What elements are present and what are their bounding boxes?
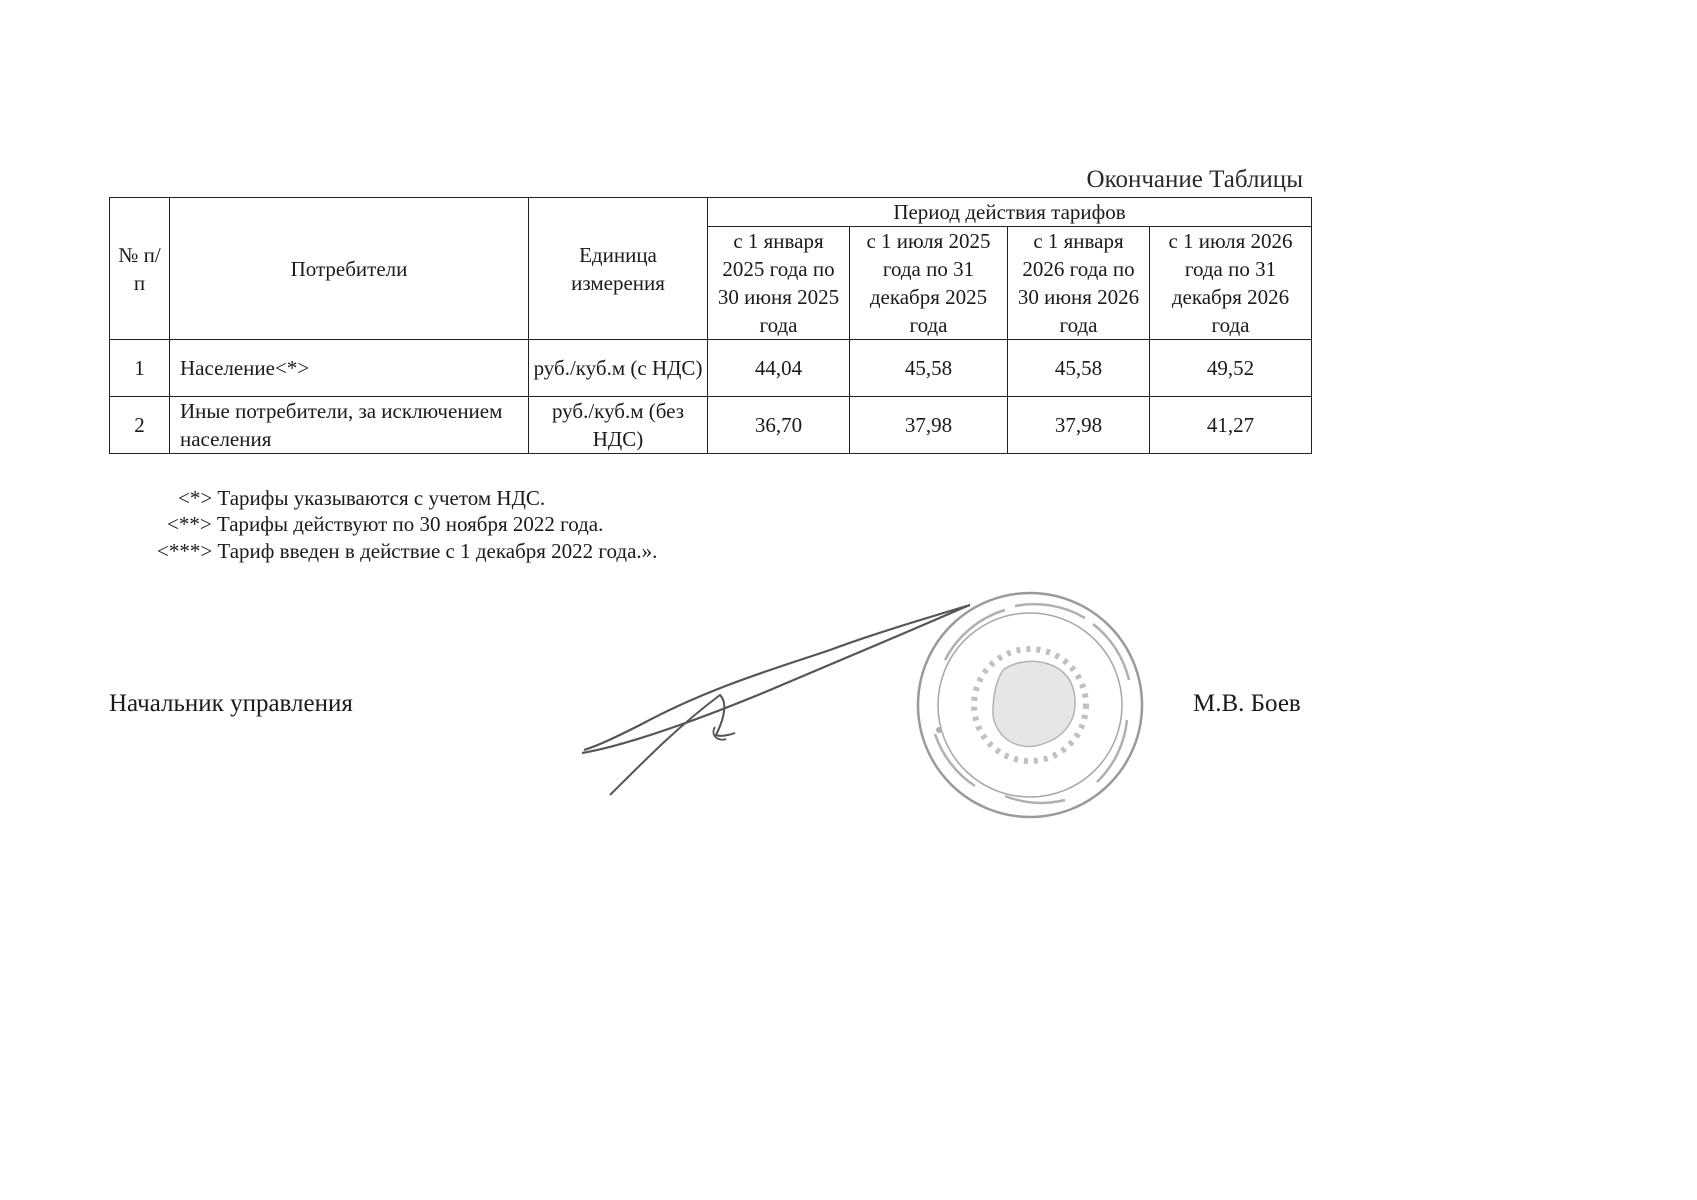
- row-num: 1: [110, 340, 170, 397]
- row-unit: руб./куб.м (с НДС): [529, 340, 708, 397]
- official-stamp: [915, 590, 1145, 820]
- tariff-table: [109, 197, 1312, 454]
- header-consumers: Потребители: [170, 198, 529, 340]
- header-period: с 1 января 2026 года по 30 июня 2026 года: [1008, 227, 1150, 340]
- row-value: 37,98: [850, 397, 1008, 454]
- header-period-group: Период действия тарифов: [708, 198, 1312, 227]
- header-period: с 1 июля 2025 года по 31 декабря 2025 года: [850, 227, 1008, 340]
- row-value: 49,52: [1150, 340, 1312, 397]
- header-period: с 1 января 2025 года по 30 июня 2025 года: [708, 227, 850, 340]
- row-unit: руб./куб.м (без НДС): [529, 397, 708, 454]
- row-consumer: Иные потребители, за исключением населения: [170, 397, 529, 454]
- row-num: 2: [110, 397, 170, 454]
- footnote: <***> Тариф введен в действие с 1 декабря 2022 года.».: [157, 539, 658, 563]
- header-unit: Единица измерения: [529, 198, 708, 340]
- row-value: 45,58: [1008, 340, 1150, 397]
- signatory-name: М.В. Боев: [1193, 690, 1301, 717]
- row-value: 37,98: [1008, 397, 1150, 454]
- table-row: [110, 340, 1312, 397]
- row-value: 36,70: [708, 397, 850, 454]
- table-row: [110, 397, 1312, 454]
- table-caption: Окончание Таблицы: [1086, 166, 1303, 193]
- signatory-position: Начальник управления: [109, 690, 353, 717]
- row-value: 45,58: [850, 340, 1008, 397]
- row-consumer: Население<*>: [170, 340, 529, 397]
- header-period: с 1 июля 2026 года по 31 декабря 2026 года: [1150, 227, 1312, 340]
- row-value: 44,04: [708, 340, 850, 397]
- row-value: 41,27: [1150, 397, 1312, 454]
- footnote: <**> Тарифы действуют по 30 ноября 2022 года.: [167, 512, 604, 536]
- footnote: <*> Тарифы указываются с учетом НДС.: [178, 486, 546, 510]
- header-num: № п/п: [110, 198, 170, 340]
